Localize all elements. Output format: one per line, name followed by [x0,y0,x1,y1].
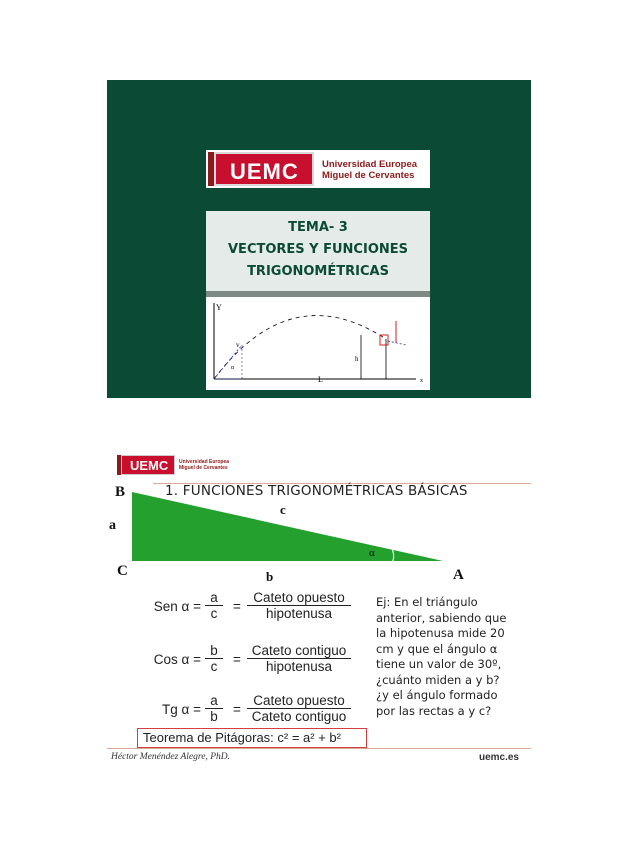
footer-rule [107,748,531,749]
ratio-denominator: hipotenusa [247,658,351,674]
formula-lhs: Tg α = [162,702,201,717]
section-title: 1. FUNCIONES TRIGONOMÉTRICAS BÁSICAS [165,483,468,499]
triangle-shape [132,492,443,561]
distance-label: L [318,375,323,384]
fraction-numerator: a [210,693,218,708]
impact-vector [388,341,406,345]
fraction-numerator: a [210,590,218,605]
trig-slide [107,450,531,768]
footer-site: uemc.es [478,752,519,763]
projectile-figure [206,297,430,390]
fraction-denominator: c [205,605,223,621]
ratio-numerator: Cateto contiguo [251,643,347,658]
right-triangle [107,486,467,570]
target-mark [380,335,388,345]
logo-university [179,459,229,471]
logo-name: UEMC [130,458,169,473]
formula-ratio [247,643,351,674]
vertex-c-label: C [117,563,128,579]
fraction-denominator: c [205,658,223,674]
uemc-logo-small [117,454,237,476]
fraction-denominator: b [205,708,223,724]
height-label: h [355,355,359,363]
title-line-2: VECTORES Y FUNCIONES [228,242,408,257]
title-slide [107,80,531,398]
fraction-numerator: b [210,643,218,658]
sine-formula [107,586,367,626]
logo-box [121,455,175,475]
formula-fraction [205,590,223,621]
logo-university-line1: Universidad Europea [322,159,418,170]
velocity-vector [214,345,242,379]
formula-lhs: Cos α = [153,652,201,667]
formula-fraction [205,693,223,724]
title-line-3: TRIGONOMÉTRICAS [247,264,389,279]
side-b-label: b [266,569,274,584]
logo-name: UEMC [230,159,299,184]
formula-equals: = [233,652,241,667]
side-c-label: c [280,502,286,517]
ratio-denominator: Cateto contiguo [247,708,351,724]
formula-equals: = [233,599,241,614]
footer-author: Héctor Menéndez Alegre, PhD. [111,752,230,762]
side-a-label: a [109,518,116,533]
ratio-numerator: Cateto opuesto [253,590,345,605]
logo-box [214,152,314,186]
tangent-formula [107,689,367,729]
logo-university-line2: Miguel de Cervantes [322,170,415,181]
formula-ratio [247,590,351,621]
x-axis-label: x [420,378,423,384]
formula-ratio [247,693,351,724]
uemc-logo [206,150,430,188]
formula-lhs: Sen α = [153,599,201,614]
velocity-label: v [236,341,240,349]
logo-university-line1: Universidad Europea [179,459,230,465]
cosine-formula [107,639,367,679]
logo-university [322,159,417,181]
angle-label: α [369,547,375,559]
title-box [206,211,430,291]
y-axis-label: Y [216,303,222,312]
formula-fraction [205,643,223,674]
pythagorean-theorem: Teorema de Pitágoras: c² = a² + b² [137,728,367,748]
logo-university-line2: Miguel de Cervantes [179,465,228,471]
example-text: Ej: En el triángulo anterior, sabiendo que la hipotenusa mide 20 cm y que el ángulo α tiene un valor de 30º, ¿cuánto miden a y b? ¿y el ángulo formado por las rectas a y c? [376,595,507,718]
alpha-label: α [231,365,235,371]
ratio-numerator: Cateto opuesto [253,693,345,708]
formula-equals: = [233,702,241,717]
vertex-b-label: B [115,484,126,500]
vertex-a-label: A [453,567,464,583]
ratio-denominator: hipotenusa [247,605,351,621]
title-line-1: TEMA- 3 [288,220,348,235]
